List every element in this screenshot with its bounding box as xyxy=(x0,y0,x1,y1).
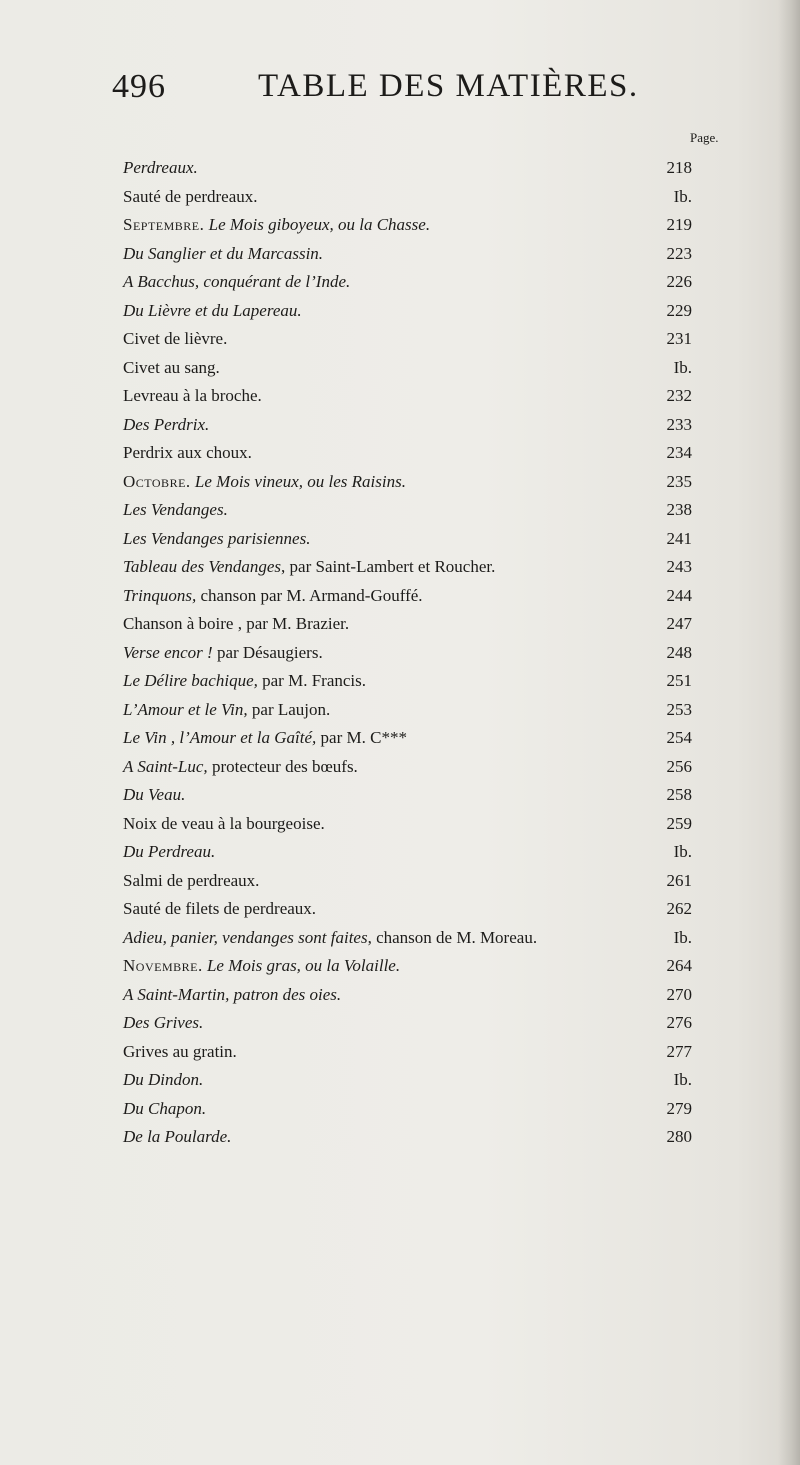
toc-entry-title xyxy=(123,643,323,663)
toc-entry-title xyxy=(123,785,185,805)
toc-entry xyxy=(0,500,800,524)
toc-entry xyxy=(0,557,800,581)
toc-entry-title-part: A Saint-Luc, xyxy=(123,756,208,776)
toc-entry-title xyxy=(123,1042,237,1062)
toc-entry-title-part: Perdrix aux choux. xyxy=(123,443,252,462)
toc-entry-title xyxy=(123,1127,231,1147)
toc-entry-page: 244 xyxy=(666,585,692,605)
toc-entry-title-part: L’Amour et le Vin, xyxy=(123,699,248,719)
toc-entry-title xyxy=(123,529,310,549)
toc-entry-page: Ib. xyxy=(673,842,692,861)
toc-entry-title-part: protecteur des bœufs. xyxy=(207,756,358,776)
toc-entry-title xyxy=(123,814,325,834)
toc-entry xyxy=(0,529,800,553)
toc-entry-title-part: , chanson de M. Moreau. xyxy=(367,927,538,947)
toc-entry-title xyxy=(123,700,330,720)
toc-entry-title-part: Du Dindon. xyxy=(123,1070,204,1089)
toc-entry-title-part: Le Délire bachique, xyxy=(123,671,258,690)
toc-entry xyxy=(0,614,800,638)
toc-entry-page: 248 xyxy=(666,642,692,662)
toc-entry-page: 241 xyxy=(666,528,692,548)
toc-entry-page: 276 xyxy=(666,1013,692,1032)
toc-entry-title xyxy=(123,244,323,264)
toc-entry-title-part: Du Lièvre et du Lapereau. xyxy=(123,300,302,320)
toc-entry xyxy=(0,814,800,838)
toc-entry-title xyxy=(123,1013,203,1033)
toc-entry xyxy=(0,842,800,866)
toc-entry-title xyxy=(123,215,430,235)
toc-entry-title-part: Verse encor ! xyxy=(123,642,213,662)
toc-entry-title xyxy=(123,187,258,207)
toc-entry xyxy=(0,956,800,980)
toc-entry-title-part: Des Grives. xyxy=(123,1013,204,1032)
toc-entry xyxy=(0,1127,800,1151)
toc-entry-title-part: Chanson à boire , par M. Brazier. xyxy=(123,614,350,633)
toc-entry-title-part: par M. Francis. xyxy=(257,671,366,690)
toc-entry-page: 251 xyxy=(666,671,692,690)
toc-entry-page: 247 xyxy=(666,614,692,633)
toc-entry-title xyxy=(123,358,220,378)
toc-entry-title-part: Levreau à la broche. xyxy=(123,386,262,405)
toc-entry-page: 238 xyxy=(666,500,692,519)
toc-entry xyxy=(0,415,800,439)
toc-entry-title xyxy=(123,158,198,178)
toc-entry-page: Ib. xyxy=(673,186,692,206)
toc-entry xyxy=(0,1099,800,1123)
toc-entry-title-part: par M. C*** xyxy=(316,728,407,747)
toc-entry-title-part: Sauté de filets de perdreaux. xyxy=(123,899,317,918)
toc-entry-title-part: , par Saint-Lambert et Roucher. xyxy=(281,557,496,576)
toc-entry-page: 219 xyxy=(666,215,692,234)
toc-entry-page: 259 xyxy=(666,813,692,833)
toc-entry-page: 231 xyxy=(666,329,692,348)
toc-entry-title xyxy=(123,557,495,577)
toc-entry-page: 234 xyxy=(666,443,692,462)
toc-entry-title-part: Du Sanglier et du Marcassin. xyxy=(123,243,324,263)
toc-entry-title-part: Tableau des Vendanges xyxy=(123,557,282,576)
toc-entry-title xyxy=(123,757,358,777)
toc-entry-page: Ib. xyxy=(673,927,692,947)
toc-entry-title-part: Des Perdrix. xyxy=(123,414,210,434)
page-number: 496 xyxy=(112,68,166,105)
toc-entry-title-part: par Désaugiers. xyxy=(212,642,323,662)
toc-entry-title xyxy=(123,671,366,691)
toc-entry xyxy=(0,329,800,353)
page-column-heading: Page. xyxy=(690,130,719,145)
toc-entry-title-part: Septembre. xyxy=(123,215,205,234)
toc-entry-page: 232 xyxy=(666,386,692,405)
toc-entry-page: 233 xyxy=(666,414,692,434)
toc-entry-title-part: Novembre. xyxy=(123,956,203,975)
toc-entry xyxy=(0,899,800,923)
toc-entry-page: 280 xyxy=(666,1127,692,1146)
toc-entry-page: 253 xyxy=(666,699,692,719)
toc-entry xyxy=(0,215,800,239)
toc-entry xyxy=(0,985,800,1009)
toc-entry xyxy=(0,586,800,610)
toc-entry-page: 264 xyxy=(666,956,692,975)
toc-entry xyxy=(0,671,800,695)
toc-entry-title xyxy=(123,472,406,492)
toc-entry-title-part: par Laujon. xyxy=(247,699,331,719)
toc-entry-page: 261 xyxy=(666,870,692,890)
toc-entry-title-part: Salmi de perdreaux. xyxy=(123,870,260,890)
toc-entry-title xyxy=(123,272,350,292)
toc-entry-title-part: Le Mois vineux, ou les Raisins. xyxy=(190,471,406,491)
toc-entry-title-part: chanson par M. Armand-Gouffé. xyxy=(196,585,423,605)
toc-entry-page: 270 xyxy=(666,984,692,1004)
toc-entry-title xyxy=(123,928,537,948)
toc-entry-title-part: Trinquons, xyxy=(123,585,197,605)
toc-entry xyxy=(0,1042,800,1066)
toc-entry-title-part: Sauté de perdreaux. xyxy=(123,186,258,206)
toc-entry xyxy=(0,158,800,182)
toc-entry-title-part: Les Vendanges parisiennes. xyxy=(123,528,311,548)
toc-entry-page: 223 xyxy=(666,243,692,263)
toc-entry-title-part: Du Perdreau. xyxy=(123,842,216,861)
toc-entry-title-part: Les Vendanges. xyxy=(123,500,228,519)
toc-entry xyxy=(0,928,800,952)
toc-entry xyxy=(0,358,800,382)
toc-entry-title-part: De la Poularde. xyxy=(123,1127,232,1146)
running-header xyxy=(0,62,800,112)
toc-entry xyxy=(0,386,800,410)
toc-entry-title xyxy=(123,301,302,321)
toc-entry xyxy=(0,643,800,667)
toc-entry xyxy=(0,1070,800,1094)
toc-entry xyxy=(0,443,800,467)
toc-entry xyxy=(0,472,800,496)
toc-entry-page: 256 xyxy=(666,756,692,776)
toc-entry xyxy=(0,728,800,752)
toc-entry-title xyxy=(123,899,316,919)
toc-entry-title-part: Octobre. xyxy=(123,471,191,491)
toc-entry xyxy=(0,272,800,296)
toc-entry xyxy=(0,700,800,724)
toc-entry-page: 279 xyxy=(666,1098,692,1118)
toc-entry-title xyxy=(123,842,215,862)
toc-entry-page: 277 xyxy=(666,1041,692,1061)
toc-entry xyxy=(0,301,800,325)
toc-entry-title xyxy=(123,871,259,891)
toc-entry-title-part: Le Vin , l’Amour et la Gaîté, xyxy=(123,728,317,747)
toc-entry-title xyxy=(123,614,349,634)
toc-entry-title xyxy=(123,728,407,748)
toc-entry-title xyxy=(123,500,228,520)
toc-entry-title xyxy=(123,386,262,406)
toc-entry-page: 229 xyxy=(666,300,692,320)
toc-entry-title xyxy=(123,985,341,1005)
toc-entry-title-part: Du Veau. xyxy=(123,785,186,804)
toc-entry-title-part: Le Mois gras, ou la Volaille. xyxy=(202,956,401,975)
toc-entry-title-part: Civet de lièvre. xyxy=(123,329,228,348)
toc-entry xyxy=(0,244,800,268)
toc-entry-title-part: Du Chapon. xyxy=(123,1098,207,1118)
toc-entry-title-part: Adieu, panier, vendanges sont faites xyxy=(123,927,368,947)
toc-entry-title xyxy=(123,956,400,976)
toc-entry-title xyxy=(123,1099,206,1119)
toc-entry-page: 235 xyxy=(666,471,692,491)
toc-entry-page: Ib. xyxy=(673,357,692,377)
toc-entry-title xyxy=(123,443,252,463)
toc-entry-title-part: Le Mois giboyeux, ou la Chasse. xyxy=(204,215,431,234)
toc-entry-title-part: A Saint-Martin, patron des oies. xyxy=(123,984,342,1004)
toc-entry-title-part: A Bacchus, conquérant de l’Inde. xyxy=(123,272,351,291)
toc-entry-title xyxy=(123,586,423,606)
toc-entry-page: Ib. xyxy=(673,1070,692,1089)
toc-entry-title-part: Noix de veau à la bourgeoise. xyxy=(123,813,325,833)
toc-entry-title-part: Perdreaux. xyxy=(123,158,198,177)
toc-entry-page: 262 xyxy=(666,899,692,918)
running-title: TABLE DES MATIÈRES. xyxy=(258,68,639,104)
toc-entry xyxy=(0,757,800,781)
toc-entry-page: 258 xyxy=(666,785,692,804)
toc-entry-page: 218 xyxy=(666,158,692,177)
toc-entry xyxy=(0,187,800,211)
toc-entry-title-part: Grives au gratin. xyxy=(123,1041,237,1061)
toc-entry-page: 226 xyxy=(666,272,692,291)
toc-entry xyxy=(0,785,800,809)
toc-entry-title xyxy=(123,1070,203,1090)
toc-entry xyxy=(0,1013,800,1037)
toc-entry-title xyxy=(123,415,209,435)
toc-entry-page: 243 xyxy=(666,557,692,576)
toc-entry-title-part: Civet au sang. xyxy=(123,357,220,377)
toc-entry-page: 254 xyxy=(666,728,692,747)
toc-entry-title xyxy=(123,329,227,349)
toc-entry xyxy=(0,871,800,895)
